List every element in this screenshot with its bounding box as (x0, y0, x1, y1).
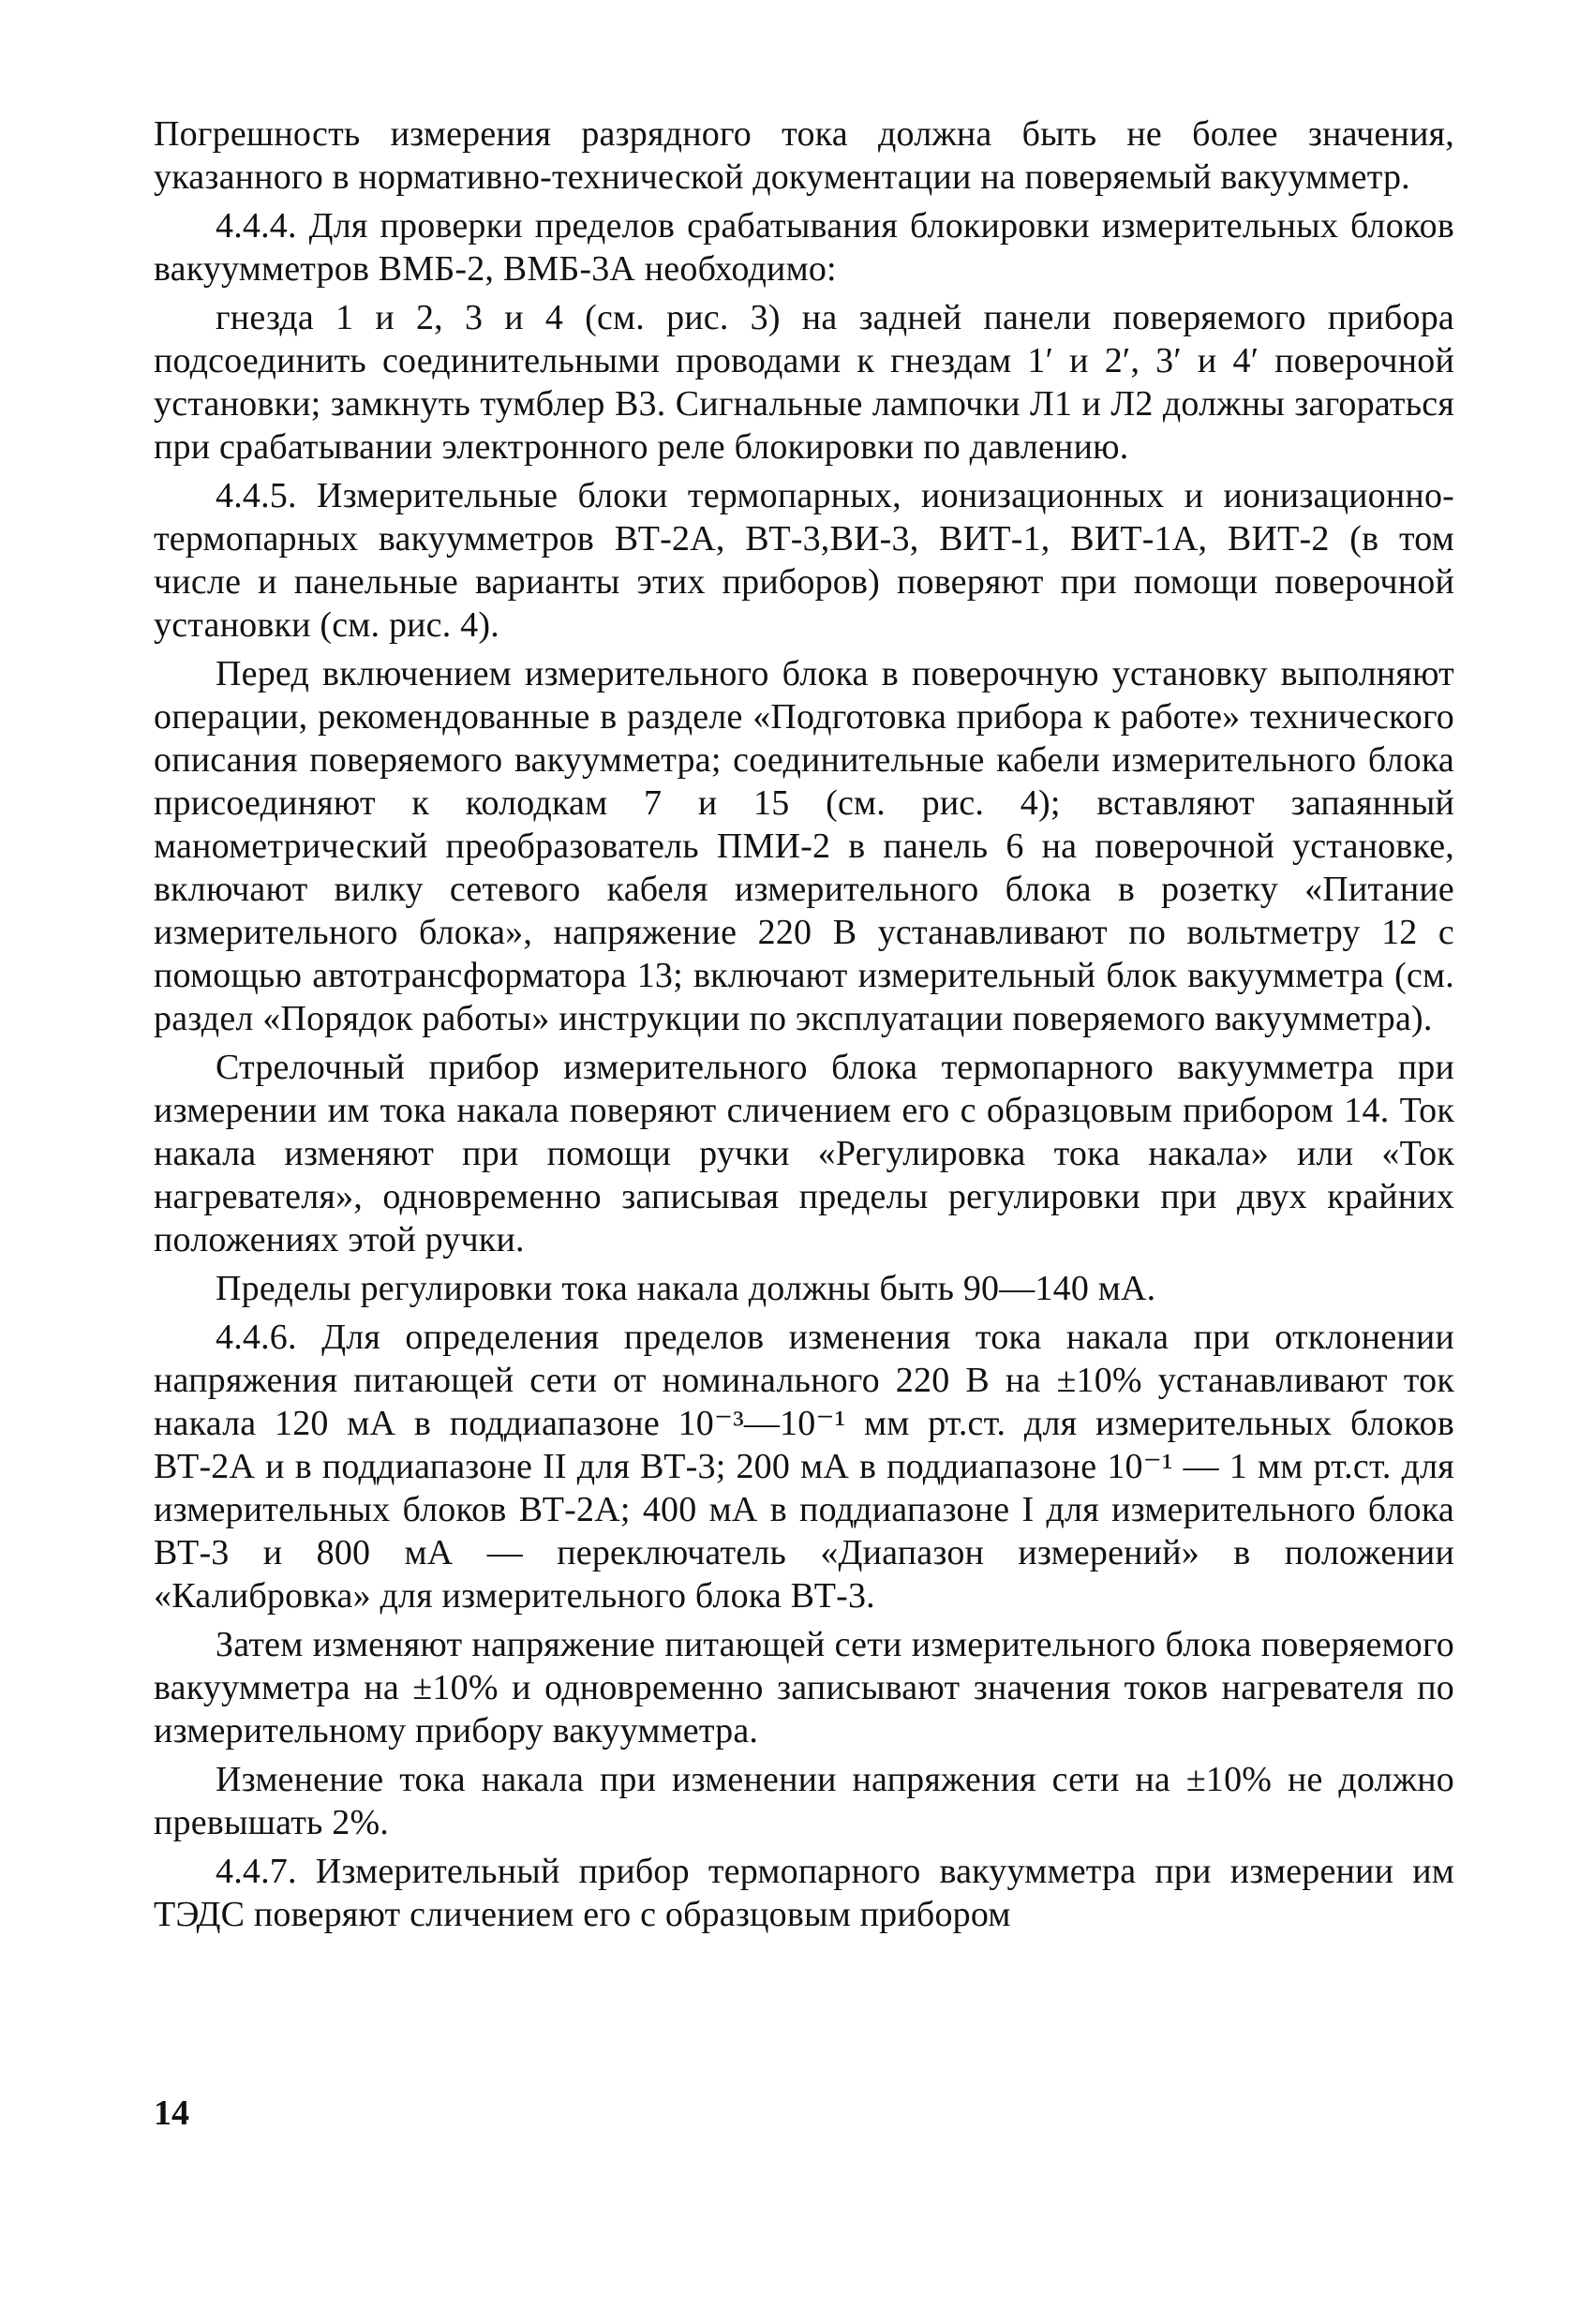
paragraph-10: Изменение тока накала при изменении напряжения сети на ±10% не должно превышать 2%. (154, 1760, 1454, 1842)
paragraph-2: 4.4.4. Для проверки пределов срабатывания блокировки измерительных блоков вакуумметров ВМБ-2, ВМБ-3А необходимо: (154, 206, 1454, 289)
paragraph-3: гнезда 1 и 2, 3 и 4 (см. рис. 3) на задней панели поверяемого прибора подсоединить соединительными проводами к гнездам 1′ и 2′, 3′ и 4′ поверочной установки; замкнуть тумблер В3. Сигнальные лампочки Л1 и Л2 должны загораться при срабатывании электронного реле блокировки по давлению. (154, 298, 1454, 467)
paragraph-4: 4.4.5. Измерительные блоки термопарных, ионизационных и ионизационно-термопарных вакуумметров ВТ-2А, ВТ-3,ВИ-3, ВИТ-1, ВИТ-1А, ВИТ-2 (в том числе и панельные варианты этих приборов) поверяют при помощи поверочной установки (см. рис. 4). (154, 476, 1454, 645)
paragraph-7: Пределы регулировки тока накала должны быть 90—140 мА. (216, 1269, 1156, 1308)
paragraph-1: Погрешность измерения разрядного тока должна быть не более значения, указанного в нормативно-технической документации на поверяемый вакуумметр. (154, 114, 1454, 197)
page-number: 14 (154, 2093, 189, 2133)
paragraph-6: Стрелочный прибор измерительного блока термопарного вакуумметра при измерении им тока накала поверяют сличением его с образцовым прибором 14. Ток накала изменяют при помощи ручки «Регулировка тока накала» или «Ток нагревателя», одновременно записывая пределы регулировки при двух крайних положениях этой ручки. (154, 1048, 1454, 1259)
paragraph-11: 4.4.7. Измерительный прибор термопарного вакуумметра при измерении им ТЭДС поверяют сличением его с образцовым прибором (154, 1852, 1454, 1934)
paragraph-8: 4.4.6. Для определения пределов изменения тока накала при отклонении напряжения питающей сети от номинального 220 В на ±10% устанавливают ток накала 120 мА в поддиапазоне 10⁻³—10⁻¹ мм рт.ст. для измерительных блоков ВТ-2А и в поддиапазоне II для ВТ-3; 200 мА в поддиапазоне 10⁻¹ — 1 мм рт.ст. для измерительных блоков ВТ-2А; 400 мА в поддиапазоне I для измерительного блока ВТ-3 и 800 мА — переключатель «Диапазон измерений» в положении «Калибровка» для измерительного блока ВТ-3. (154, 1318, 1454, 1616)
page-text-body (154, 112, 1454, 1942)
paragraph-9: Затем изменяют напряжение питающей сети измерительного блока поверяемого вакуумметра на ±10% и одновременно записывают значения токов нагревателя по измерительному прибору вакуумметра. (154, 1625, 1454, 1750)
paragraph-5: Перед включением измерительного блока в поверочную установку выполняют операции, рекомендованные в разделе «Подготовка прибора к работе» технического описания поверяемого вакуумметра; соединительные кабели измерительного блока присоединяют к колодкам 7 и 15 (см. рис. 4); вставляют запаянный манометрический преобразователь ПМИ-2 в панель 6 на поверочной установке, включают вилку сетевого кабеля измерительного блока в розетку «Питание измерительного блока», напряжение 220 В устанавливают по вольтметру 12 с помощью автотрансформатора 13; включают измерительный блок вакуумметра (см. раздел «Порядок работы» инструкции по эксплуатации поверяемого вакуумметра). (154, 654, 1454, 1038)
